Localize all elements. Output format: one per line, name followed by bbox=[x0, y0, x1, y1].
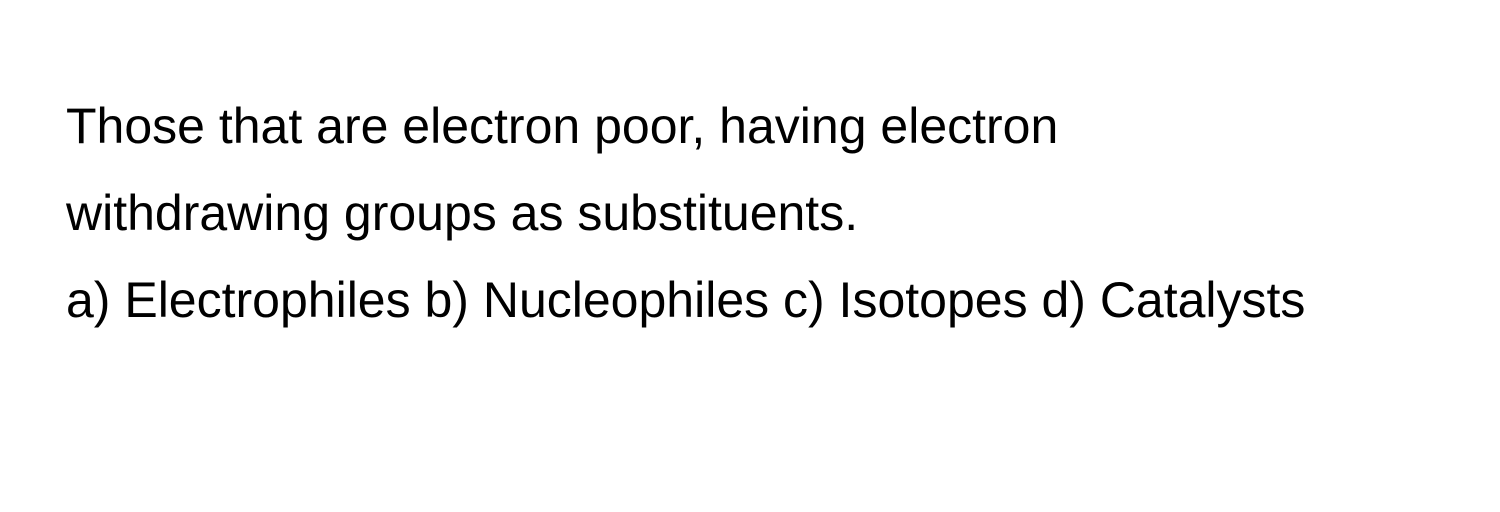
question-text: Those that are electron poor, having electron withdrawing groups as substituents. bbox=[66, 98, 1059, 241]
question-card bbox=[66, 0, 1466, 512]
answer-options: a) Electrophiles b) Nucleophiles c) Isotopes d) Catalysts bbox=[66, 272, 1306, 328]
